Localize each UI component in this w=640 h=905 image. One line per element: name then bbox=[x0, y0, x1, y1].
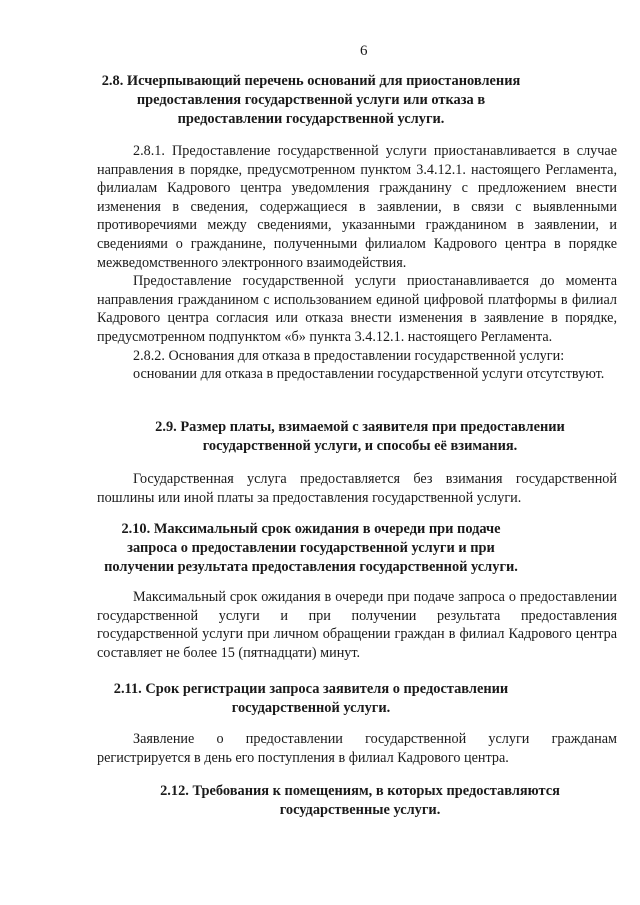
section-2-8-paragraph-3: 2.8.2. Основания для отказа в предоставлении государственной услуги: bbox=[133, 347, 565, 364]
section-2-12-heading: 2.12. Требования к помещениям, в которых предоставляются государственные услуги. bbox=[160, 783, 560, 818]
section-2-11-paragraph-1: Заявление о предоставлении государственной услуги гражданам регистрируется в день его поступления в филиал Кадрового центра. bbox=[97, 731, 617, 766]
section-2-9-body bbox=[97, 470, 617, 507]
section-2-11-body bbox=[97, 730, 617, 767]
section-2-8-body bbox=[97, 142, 617, 384]
page-number: 6 bbox=[360, 43, 368, 59]
section-2-9-paragraph-1: Государственная услуга предоставляется без взимания государственной пошлины или иной платы за предоставления государственной услуги. bbox=[97, 471, 617, 506]
section-2-11-heading: 2.11. Срок регистрации запроса заявителя о предоставлении государственной услуги. bbox=[113, 681, 509, 716]
section-2-9-heading: 2.9. Размер платы, взимаемой с заявителя при предоставлении государственной услуги, и способы её взимания. bbox=[155, 419, 565, 454]
section-2-10-heading: 2.10. Максимальный срок ожидания в очереди при подаче запроса о предоставлении государственной услуги и при получении результата предоставления государственной услуги. bbox=[104, 521, 518, 575]
section-2-8-paragraph-2: Предоставление государственной услуги приостанавливается до момента направления гражданином с использованием единой цифровой платформы в филиал Кадрового центра согласия или отказа внести изменения в заявление в порядке, предусмотренном подпунктом «б» пункта 3.4.12.1. настоящего Регламента. bbox=[97, 273, 617, 345]
section-2-8-paragraph-1: 2.8.1. Предоставление государственной услуги приостанавливается в случае направления в порядке, предусмотренном пунктом 3.4.12.1. настоящего Регламента, филиалам Кадрового центра уведомления гражданину с предложением внести изменения в сведения, содержащиеся в заявлении, в связи с выявленными противоречиями между сведениями, указанными гражданином в заявлении, и сведениями о гражданине, полученными филиалом Кадрового центра в порядке межведомственного электронного взаимодействия. bbox=[97, 143, 617, 271]
section-2-8-paragraph-4: основании для отказа в предоставлении государственной услуги отсутствуют. bbox=[133, 366, 605, 383]
section-2-8-heading: 2.8. Исчерпывающий перечень оснований для приостановления предоставления государственной услуги или отказа в предоставлении государственной услуги. bbox=[101, 73, 521, 127]
section-2-10-paragraph-1: Максимальный срок ожидания в очереди при подаче запроса о предоставлении государственной услуги и при получении результата предоставления государственной услуги при личном обращении граждан в филиал Кадрового центра составляет не более 15 (пятнадцати) минут. bbox=[97, 589, 617, 661]
section-2-10-body bbox=[97, 588, 617, 662]
